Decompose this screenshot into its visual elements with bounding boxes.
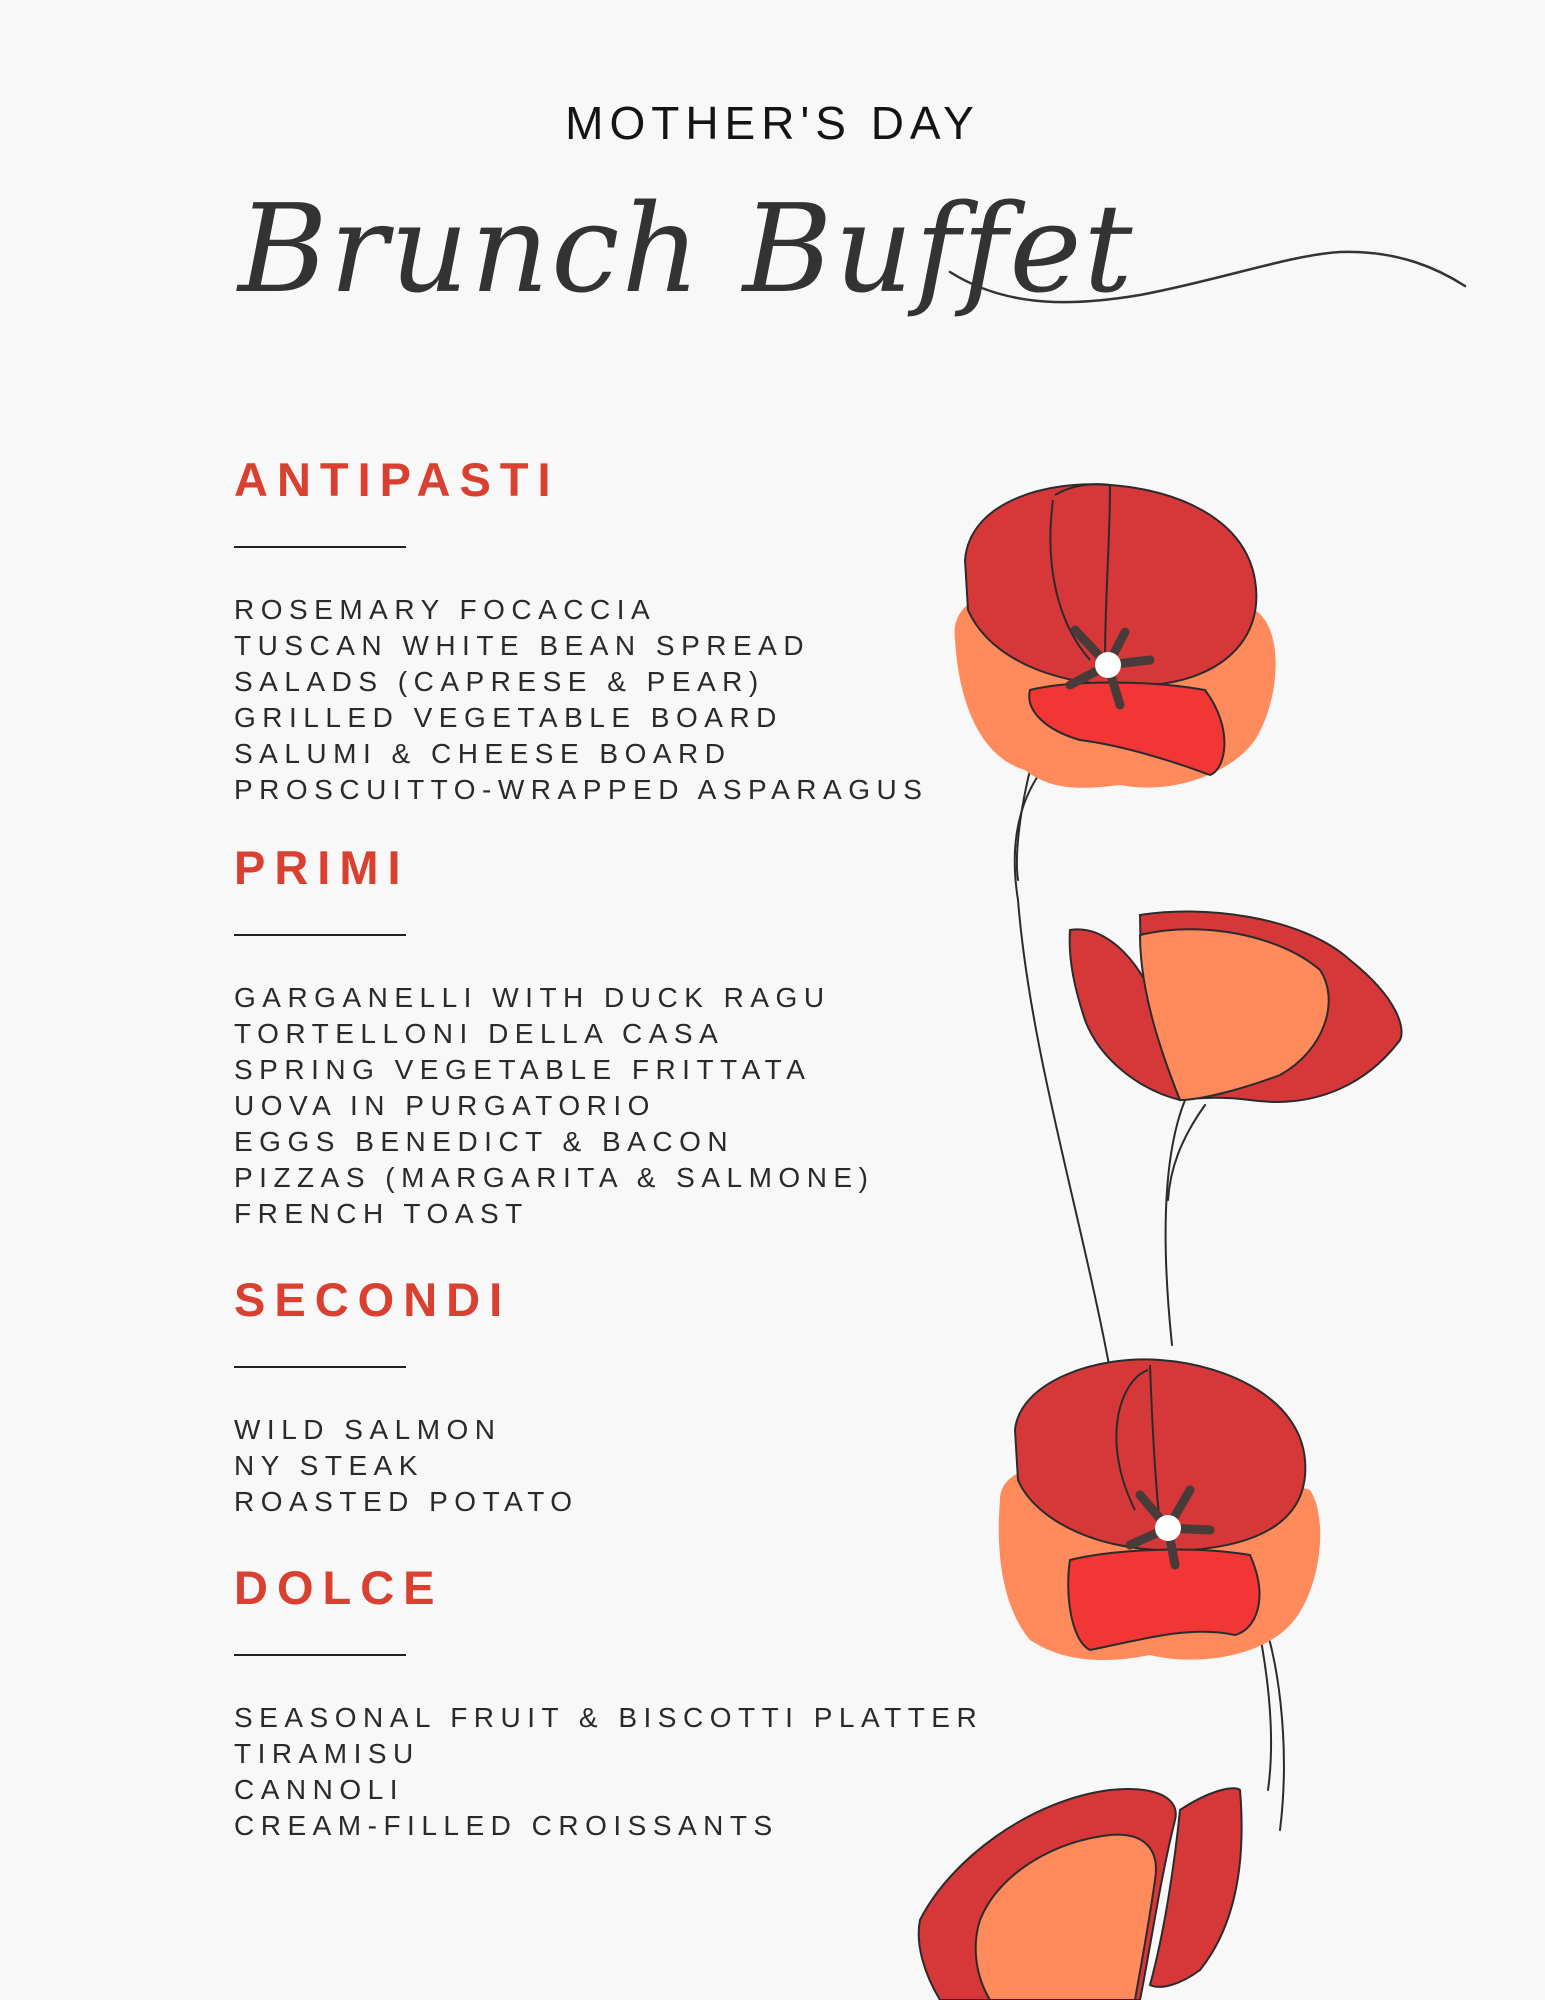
poppy-flower-1 xyxy=(955,484,1276,788)
menu-item: SALUMI & CHEESE BOARD xyxy=(234,738,732,769)
menu-item: SEASONAL FRUIT & BISCOTTI PLATTER xyxy=(234,1702,984,1733)
section-title: ANTIPASTI xyxy=(234,453,560,506)
menu-item: WILD SALMON xyxy=(234,1414,502,1445)
menu-item: UOVA IN PURGATORIO xyxy=(234,1090,656,1121)
menu-item: NY STEAK xyxy=(234,1450,424,1481)
menu-item: GRILLED VEGETABLE BOARD xyxy=(234,702,783,733)
section-title: DOLCE xyxy=(234,1561,444,1614)
menu-item: CANNOLI xyxy=(234,1774,404,1805)
section-title: PRIMI xyxy=(234,841,410,894)
menu-item: FRENCH TOAST xyxy=(234,1198,529,1229)
menu-item: TIRAMISU xyxy=(234,1738,420,1769)
menu-item: TORTELLONI DELLA CASA xyxy=(234,1018,725,1049)
menu-item: EGGS BENEDICT & BACON xyxy=(234,1126,735,1157)
menu-item: GARGANELLI WITH DUCK RAGU xyxy=(234,982,831,1013)
poppy-flower-4 xyxy=(919,1788,1242,2000)
menu-item: ROSEMARY FOCACCIA xyxy=(234,594,657,625)
menu-item: SPRING VEGETABLE FRITTATA xyxy=(234,1054,812,1085)
eyebrow-title: MOTHER'S DAY xyxy=(565,97,980,149)
poppy-flower-2 xyxy=(1070,911,1402,1101)
menu-item: TUSCAN WHITE BEAN SPREAD xyxy=(234,630,811,661)
menu-item: PROSCUITTO-WRAPPED ASPARAGUS xyxy=(234,774,929,805)
poppy-flower-3 xyxy=(999,1359,1320,1660)
menu-item: CREAM-FILLED CROISSANTS xyxy=(234,1810,779,1841)
menu-item: PIZZAS (MARGARITA & SALMONE) xyxy=(234,1162,875,1193)
script-title: Brunch Buffet xyxy=(238,178,1135,320)
section-title: SECONDI xyxy=(234,1273,512,1326)
menu-item: SALADS (CAPRESE & PEAR) xyxy=(234,666,765,697)
menu-item: ROASTED POTATO xyxy=(234,1486,579,1517)
